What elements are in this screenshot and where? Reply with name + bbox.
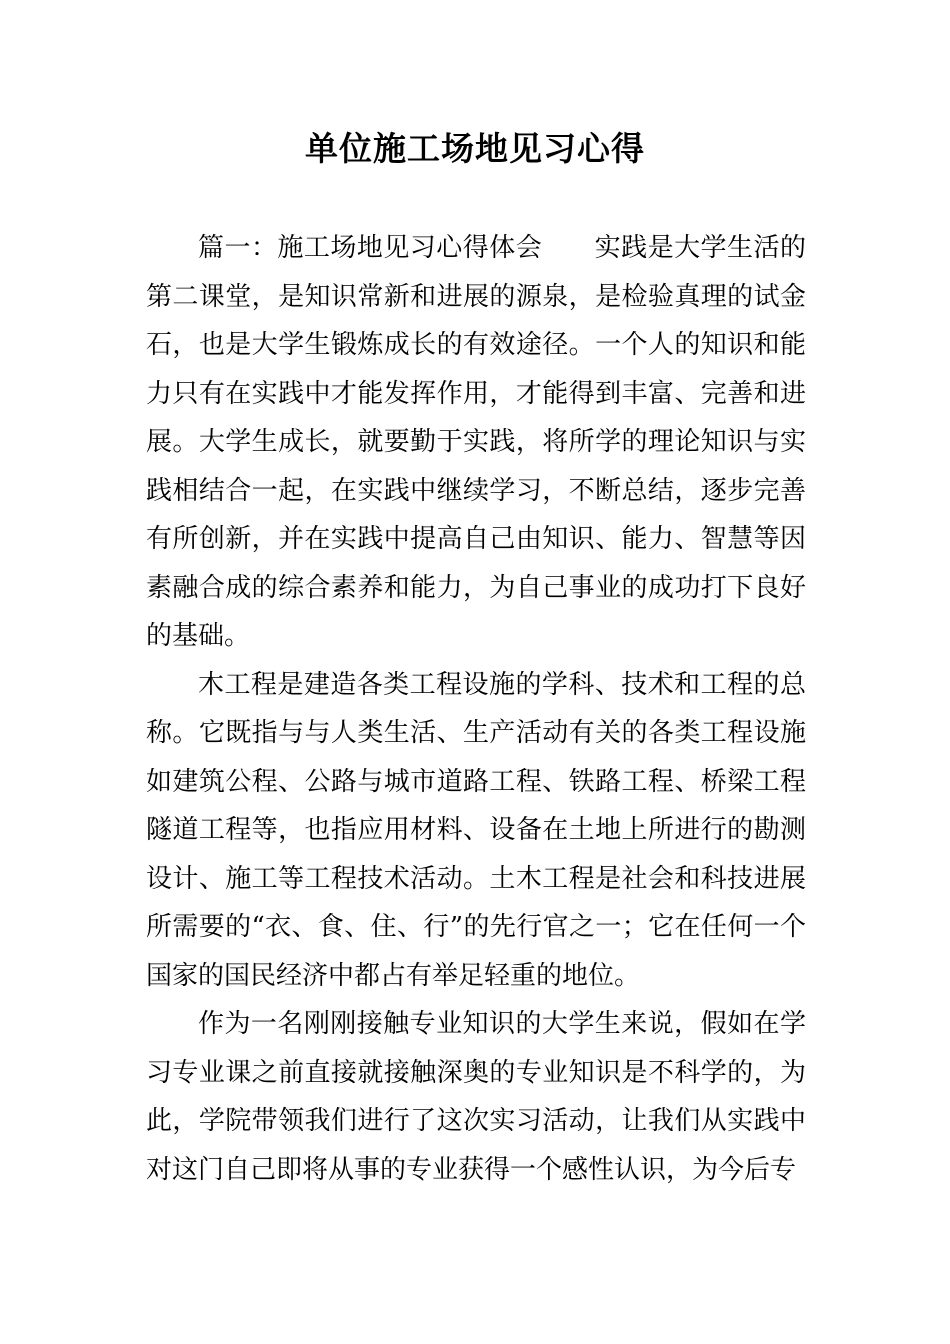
paragraph-3: 作为一名刚刚接触专业知识的大学生来说，假如在学习专业课之前直接就接触深奥的专业知识是不科学的，为此，学院带领我们进行了这次实习活动，让我们从实践中对这门自己即将从事的专业获得一个感性认识，为今后专 [146, 1009, 806, 1185]
paragraph-1-lead: 篇一：施工场地见习心得体会 [198, 233, 543, 263]
paragraph-1 [146, 224, 806, 661]
paragraph-1-text: 实践是大学生活的第二课堂，是知识常新和进展的源泉，是检验真理的试金石，也是大学生锻炼成长的有效途径。一个人的知识和能力只有在实践中才能发挥作用，才能得到丰富、完善和进展。大学生成长，就要勤于实践，将所学的理论知识与实践相结合一起，在实践中继续学习，不断总结，逐步完善有所创新，并在实践中提高自己由知识、能力、智慧等因素融合成的综合素养和能力，为自己事业的成功打下良好的基础。 [146, 233, 806, 651]
paragraph-2: 木工程是建造各类工程设施的学科、技术和工程的总称。它既指与与人类生活、生产活动有关的各类工程设施如建筑公程、公路与城市道路工程、铁路工程、桥梁工程隧道工程等，也指应用材料、设备在土地上所进行的勘测设计、施工等工程技术活动。土木工程是社会和科技进展所需要的“衣、食、住、行”的先行官之一；它在任何一个国家的国民经济中都占有举足轻重的地位。 [146, 669, 806, 991]
document-title: 单位施工场地见习心得 [305, 129, 645, 168]
document-body [146, 224, 806, 1194]
